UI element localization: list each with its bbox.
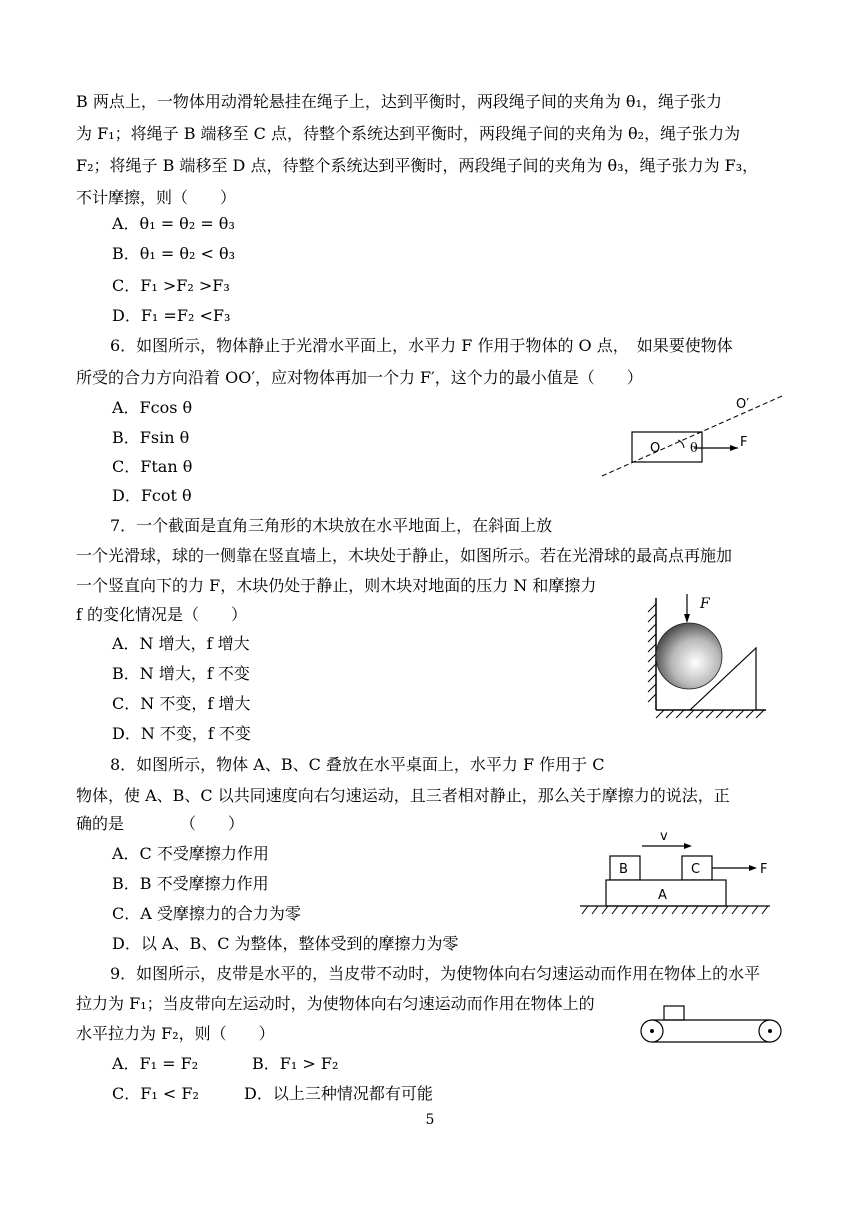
q8-line-2: 物体，使 A、B、C 以共同速度向右匀速运动，且三者相对静止，那么关于摩擦力的说法，正	[76, 786, 730, 805]
label-theta: θ	[690, 441, 698, 456]
q9-line-3: 水平拉力为 F₂，则（ ）	[76, 1024, 275, 1043]
q8-line-1: 8．如图所示，物体 A、B、C 叠放在水平桌面上，水平力 F 作用于 C	[110, 755, 605, 774]
label-f: F	[700, 596, 710, 612]
table-hatching	[582, 906, 768, 914]
q9-option-b: B．F₁ > F₂	[252, 1054, 339, 1073]
q6-option-b: B．Fsin θ	[112, 428, 190, 447]
q5-line-4: 不计摩擦，则（ ）	[76, 188, 237, 207]
q6-line-2: 所受的合力方向沿着 OO′，应对物体再加一个力 F′，这个力的最小值是（ ）	[76, 368, 643, 387]
label-a: A	[658, 888, 667, 903]
force-arrowhead	[684, 614, 690, 623]
q8-figure	[576, 826, 776, 918]
page-number: 5	[425, 1112, 435, 1128]
label-f: F	[760, 862, 768, 877]
label-o-prime: O′	[736, 397, 750, 412]
q8-option-a: A．C 不受摩擦力作用	[112, 844, 269, 863]
label-v: v	[660, 829, 668, 844]
q9-line-1: 9．如图所示，皮带是水平的，当皮带不动时，为使物体向右匀速运动而作用在物体上的水平	[110, 964, 761, 983]
q5-option-b: B．θ₁ = θ₂ < θ₃	[112, 244, 236, 263]
q7-option-d: D．N 不变，f 不变	[112, 724, 251, 743]
velocity-arrowhead	[684, 843, 692, 849]
q9-line-2: 拉力为 F₁；当皮带向左运动时，为使物体向右匀速运动而作用在物体上的	[76, 994, 595, 1013]
force-arrowhead	[730, 445, 738, 451]
label-f: F	[740, 435, 748, 450]
q5-line-1: B 两点上，一物体用动滑轮悬挂在绳子上，达到平衡时，两段绳子间的夹角为 θ₁，绳子张力	[76, 92, 722, 111]
q8-line-3: 确的是 （ ）	[76, 814, 245, 833]
pulley-right-axle	[768, 1029, 772, 1033]
q5-option-d: D．F₁ =F₂ <F₃	[112, 306, 231, 325]
q9-figure	[636, 1000, 786, 1048]
ball	[656, 623, 722, 689]
q7-line-2: 一个光滑球，球的一侧靠在竖直墙上，木块处于静止，如图所示。若在光滑球的最高点再施加	[76, 546, 733, 565]
q6-option-c: C．Ftan θ	[112, 457, 193, 476]
q9-option-d: D．以上三种情况都有可能	[244, 1084, 433, 1103]
q6-figure	[598, 390, 788, 480]
q5-line-2: 为 F₁；将绳子 B 端移至 C 点，待整个系统达到平衡时，两段绳子间的夹角为 θ₂，绳子张力为	[76, 124, 741, 143]
q7-line-3: 一个竖直向下的力 F，木块仍处于静止，则木块对地面的压力 N 和摩擦力	[76, 576, 597, 595]
q9-option-c: C．F₁ < F₂	[112, 1084, 199, 1103]
q5-option-a: A．θ₁ = θ₂ = θ₃	[112, 214, 235, 233]
q7-option-a: A．N 增大，f 增大	[112, 634, 250, 653]
q6-option-a: A．Fcos θ	[112, 398, 193, 417]
wall-hatching	[648, 604, 656, 702]
oo-prime-dashed-line	[602, 396, 782, 476]
q7-line-4: f 的变化情况是（ ）	[76, 605, 248, 624]
object-block	[664, 1006, 684, 1020]
q7-line-1: 7．一个截面是直角三角形的木块放在水平地面上，在斜面上放	[110, 516, 553, 535]
pulley-left-axle	[650, 1029, 654, 1033]
label-o: O	[650, 441, 661, 456]
q9-option-a: A．F₁ = F₂	[112, 1054, 199, 1073]
label-c: C	[691, 862, 701, 877]
q6-option-d: D．Fcot θ	[112, 486, 192, 505]
q8-option-d: D．以 A、B、C 为整体，整体受到的摩擦力为零	[112, 934, 459, 953]
q7-figure	[640, 590, 770, 724]
label-b: B	[619, 862, 628, 877]
q7-option-b: B．N 增大，f 不变	[112, 664, 250, 683]
ground-hatching	[656, 710, 764, 718]
q7-option-c: C．N 不变，f 增大	[112, 694, 251, 713]
q5-option-c: C．F₁ >F₂ >F₃	[112, 276, 230, 295]
force-arrowhead	[749, 865, 757, 871]
q6-line-1: 6．如图所示，物体静止于光滑水平面上，水平力 F 作用于物体的 O 点， 如果要使物体	[110, 336, 733, 355]
q8-option-c: C．A 受摩擦力的合力为零	[112, 904, 301, 923]
angle-arc	[678, 440, 684, 448]
q5-line-3: F₂；将绳子 B 端移至 D 点，待整个系统达到平衡时，两段绳子间的夹角为 θ₃，绳子张力为 F₃，	[76, 156, 759, 175]
q8-option-b: B．B 不受摩擦力作用	[112, 874, 269, 893]
